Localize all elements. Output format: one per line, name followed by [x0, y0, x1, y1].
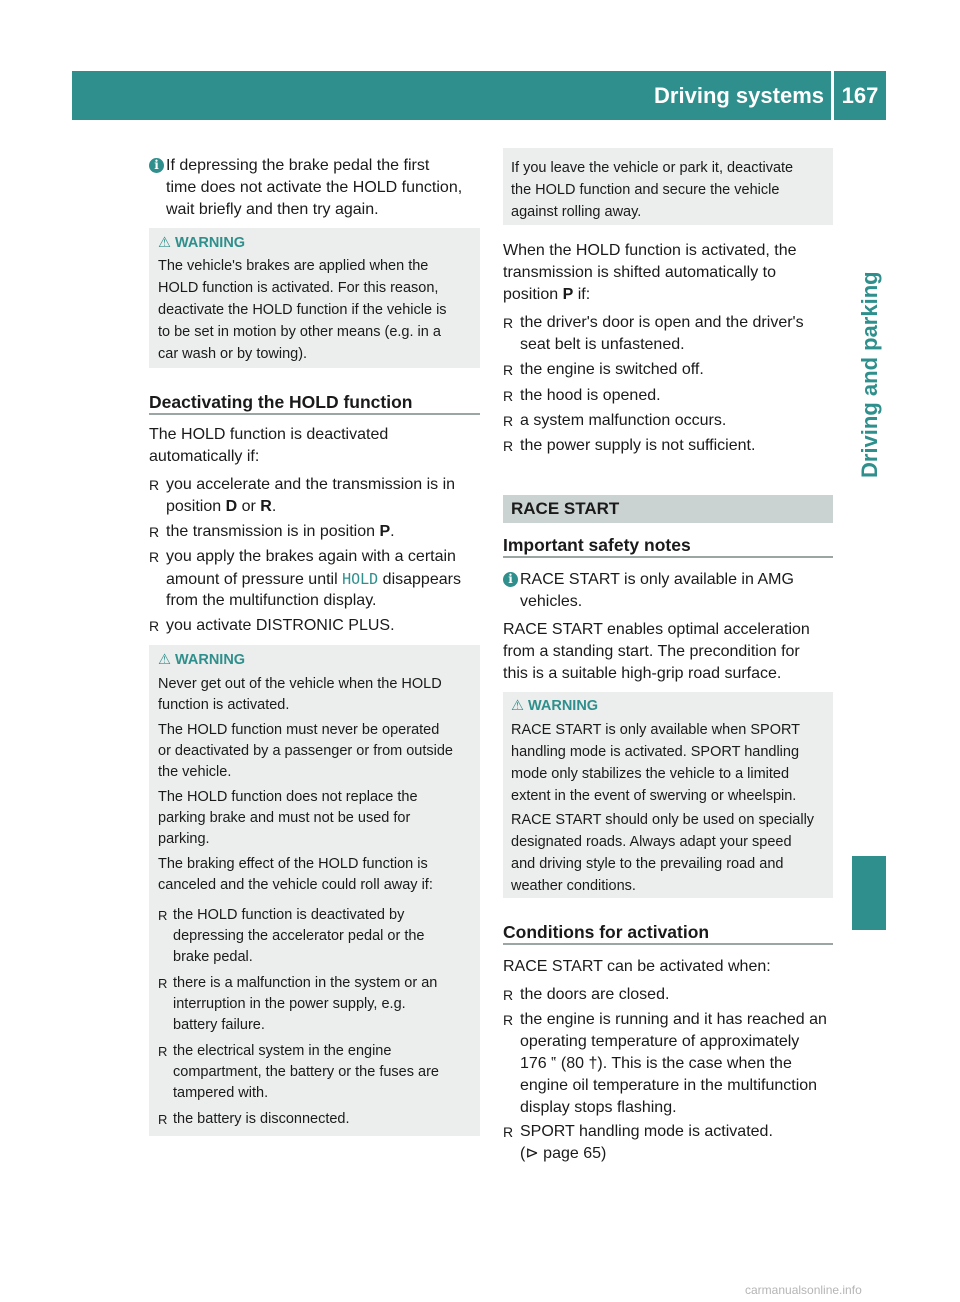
- list-item: R the transmission is in position P.: [149, 521, 395, 543]
- list-item-cont: operating temperature of approximately: [520, 1033, 800, 1050]
- list-item: R the engine is running and it has reached an: [503, 1009, 827, 1031]
- list-item: R the hood is opened.: [503, 385, 661, 407]
- paragraph-line: RACE START can be activated when:: [503, 958, 771, 975]
- heading-rule: [503, 943, 833, 945]
- paragraph-line: automatically if:: [149, 448, 260, 465]
- warning-line: Never get out of the vehicle when the HOLD: [158, 676, 442, 692]
- watermark: carmanualsonline.info: [745, 1283, 862, 1297]
- list-item: R the doors are closed.: [503, 984, 669, 1006]
- list-item-cont: position D or R.: [166, 498, 277, 515]
- paragraph-line: position P if:: [503, 286, 591, 303]
- info-line: time does not activate the HOLD function,: [166, 179, 463, 196]
- warning-line: extent in the event of swerving or wheelspin.: [511, 788, 797, 804]
- chapter-side-marker: [852, 856, 886, 930]
- chapter-side-tab: Driving and parking: [857, 271, 882, 479]
- warning-list-cont: tampered with.: [173, 1085, 269, 1101]
- warning-list-cont: depressing the accelerator pedal or the: [173, 928, 425, 944]
- section-heading: Conditions for activation: [503, 922, 710, 942]
- warning-line: The HOLD function does not replace the: [158, 789, 418, 805]
- warning-line: canceled and the vehicle could roll away if:: [158, 877, 433, 893]
- list-item-cont: 176 ‟ (80 †). This is the case when the: [520, 1055, 792, 1072]
- warning-title: ⚠ WARNING: [511, 698, 599, 714]
- warning-line: and driving style to the prevailing road and: [511, 856, 784, 872]
- note-line: the HOLD function and secure the vehicle: [511, 182, 780, 198]
- info-line: wait briefly and then try again.: [166, 201, 379, 218]
- warning-line: HOLD function is activated. For this reason,: [158, 280, 439, 296]
- info-line: vehicles.: [520, 593, 583, 610]
- list-item: R you activate DISTRONIC PLUS.: [149, 615, 395, 637]
- section-heading: Deactivating the HOLD function: [149, 392, 413, 412]
- warning-line: handling mode is activated. SPORT handling: [511, 744, 800, 760]
- warning-triangle-icon: ⚠: [511, 698, 524, 714]
- paragraph-line: The HOLD function is deactivated: [149, 426, 389, 443]
- warning-line: deactivate the HOLD function if the vehicle is: [158, 302, 447, 318]
- warning-triangle-icon: ⚠: [158, 652, 171, 668]
- paragraph-line: this is a suitable high-grip road surface.: [503, 665, 782, 682]
- page-number: 167: [841, 83, 879, 108]
- warning-line: RACE START is only available when SPORT: [511, 722, 801, 738]
- warning-line: to be set in motion by other means (e.g. in a: [158, 324, 441, 340]
- warning-title: ⚠ WARNING: [158, 652, 246, 668]
- warning-line: RACE START should only be used on specially: [511, 812, 815, 828]
- warning-line: or deactivated by a passenger or from outside: [158, 743, 453, 759]
- warning-list-cont: interruption in the power supply, e.g.: [173, 996, 406, 1012]
- warning-box: [149, 228, 480, 368]
- list-item: R the driver's door is open and the driver's: [503, 312, 804, 334]
- list-item-cont: amount of pressure until HOLD disappears: [166, 570, 461, 588]
- warning-line: function is activated.: [158, 697, 290, 713]
- warning-line: weather conditions.: [511, 878, 636, 894]
- hold-display-text: HOLD: [342, 570, 379, 588]
- list-item-cont: engine oil temperature in the multifunction: [520, 1077, 818, 1094]
- warning-list-item: R there is a malfunction in the system or an: [158, 973, 437, 994]
- list-item-cont: display stops flashing.: [520, 1099, 677, 1116]
- paragraph-line: transmission is shifted automatically to: [503, 264, 776, 281]
- warning-list-item: R the HOLD function is deactivated by: [158, 905, 404, 926]
- warning-line: The HOLD function must never be operated: [158, 722, 440, 738]
- note-line: If you leave the vehicle or park it, deactivate: [511, 160, 794, 176]
- paragraph-line: from a standing start. The precondition for: [503, 643, 800, 660]
- warning-list-cont: battery failure.: [173, 1017, 265, 1033]
- list-item-cont: seat belt is unfastened.: [520, 336, 685, 353]
- warning-line: parking.: [158, 831, 210, 847]
- warning-line: designated roads. Always adapt your speed: [511, 834, 792, 850]
- warning-line: The vehicle's brakes are applied when the: [158, 258, 429, 274]
- note-box: [503, 148, 833, 225]
- warning-list-cont: compartment, the battery or the fuses are: [173, 1064, 439, 1080]
- list-item: R the power supply is not sufficient.: [503, 435, 755, 457]
- warning-box: [503, 692, 833, 898]
- page-reference-link[interactable]: (⊳ page 65): [520, 1145, 607, 1162]
- list-item-cont: from the multifunction display.: [166, 592, 377, 609]
- heading-rule: [503, 556, 833, 558]
- warning-triangle-icon: ⚠: [158, 235, 171, 251]
- section-heading: Important safety notes: [503, 535, 691, 555]
- note-line: against rolling away.: [511, 204, 642, 220]
- warning-title: ⚠ WARNING: [158, 235, 246, 251]
- warning-line: car wash or by towing).: [158, 346, 308, 362]
- warning-line: The braking effect of the HOLD function is: [158, 856, 428, 872]
- section-title-bar: RACE START: [503, 495, 833, 523]
- page-section-title: Driving systems: [654, 83, 824, 108]
- paragraph-line: When the HOLD function is activated, the: [503, 242, 797, 259]
- warning-box: [149, 645, 480, 1136]
- paragraph-line: RACE START enables optimal acceleration: [503, 621, 810, 638]
- heading-rule: [149, 413, 480, 415]
- warning-line: the vehicle.: [158, 764, 232, 780]
- warning-list-item: R the battery is disconnected.: [158, 1109, 350, 1130]
- list-item: R you accelerate and the transmission is in: [149, 474, 455, 496]
- list-item: R the engine is switched off.: [503, 359, 704, 381]
- list-item: R you apply the brakes again with a certain: [149, 546, 456, 568]
- warning-list-cont: brake pedal.: [173, 949, 253, 965]
- warning-list-item: R the electrical system in the engine: [158, 1041, 391, 1062]
- info-line: If depressing the brake pedal the first: [166, 157, 430, 174]
- list-item: R SPORT handling mode is activated.: [503, 1121, 773, 1143]
- info-icon: i: [149, 158, 164, 173]
- warning-line: parking brake and must not be used for: [158, 810, 411, 826]
- warning-line: mode only stabilizes the vehicle to a limited: [511, 766, 790, 782]
- info-line: RACE START is only available in AMG: [520, 571, 794, 588]
- list-item: R a system malfunction occurs.: [503, 410, 726, 432]
- info-icon: i: [503, 572, 518, 587]
